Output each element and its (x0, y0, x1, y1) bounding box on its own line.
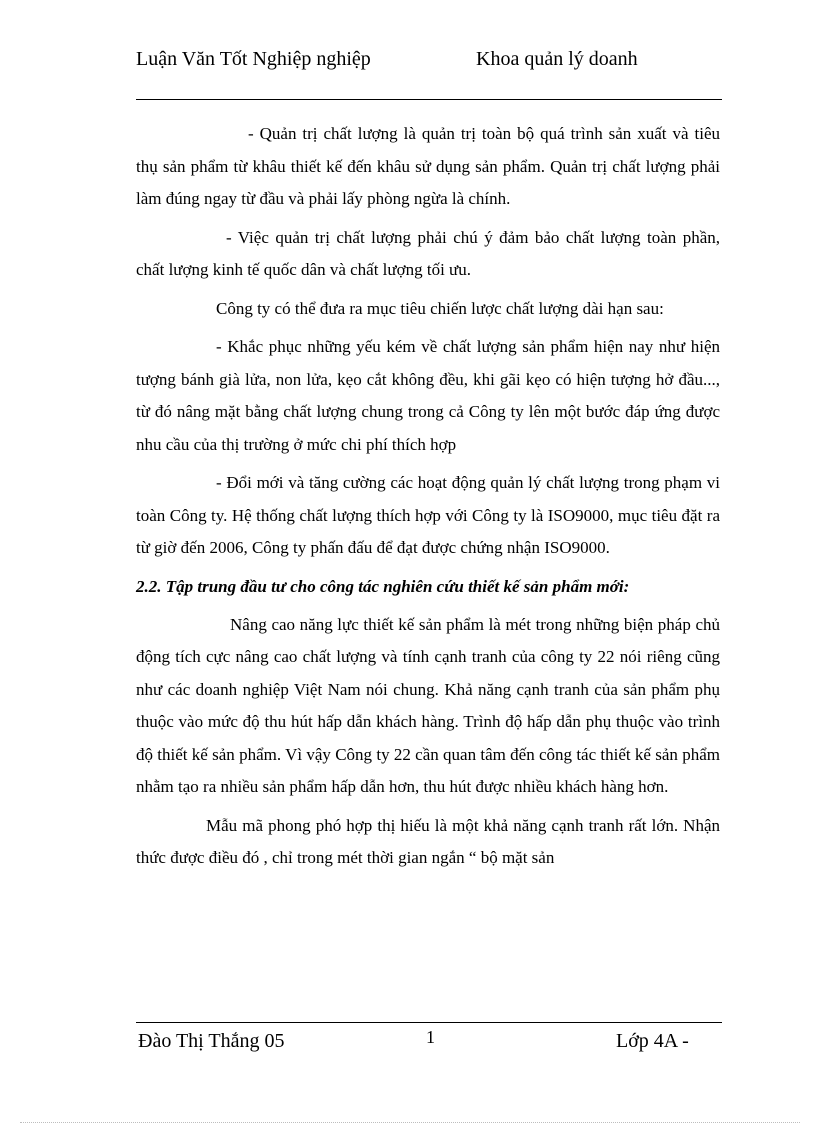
section-heading: 2.2. Tập trung đầu tư cho công tác nghiên cứu thiết kế sản phẩm mới: (136, 576, 630, 596)
page-footer (136, 1022, 722, 1083)
footer-author: Đào Thị Thắng 05 (138, 1030, 285, 1052)
paragraph-design-capacity: Nâng cao năng lực thiết kế sản phẩm là mét trong những biện pháp chủ động tích cực nâng cao chất lượng và tính cạnh tranh của công ty 22 nói riêng cũng như các doanh nghiệp Việt Nam nói chung. Khả năng cạnh tranh của sản phẩm phụ thuộc vào mức độ thu hút hấp dẫn khách hàng. Trình độ hấp dẫn phụ thuộc vào trình độ thiết kế sản phẩm. Vì vậy Công ty 22 cần quan tâm đến công tác thiết kế sản phẩm nhằm tạo ra nhiều sản phẩm hấp dẫn hơn, thu hút được nhiều khách hàng hơn. (136, 614, 720, 796)
paragraph-quality-management: - Quản trị chất lượng là quản trị toàn bộ quá trình sản xuất và tiêu thụ sản phẩm từ khâu thiết kế đến khâu sử dụng sản phẩm. Quản trị chất lượng phải làm đúng ngay từ đầu và phải lấy phòng ngừa là chính. (136, 124, 720, 208)
footer-page-number: 1 (426, 1027, 435, 1047)
header-left-title: Luận Văn Tốt Nghiệp nghiệp (136, 48, 371, 70)
footer-class: Lớp 4A - (616, 1030, 689, 1052)
document-body (136, 118, 720, 881)
paragraph-long-term-goal: Công ty có thể đưa ra mục tiêu chiến lược chất lượng dài hạn sau: (216, 298, 664, 318)
paragraph-quality-assurance: - Việc quản trị chất lượng phải chú ý đảm bảo chất lượng toàn phần, chất lượng kinh tế quốc dân và chất lượng tối ưu. (136, 227, 720, 279)
paragraph-iso9000: - Đổi mới và tăng cường các hoạt động quản lý chất lượng trong phạm vi toàn Công ty. Hệ thống chất lượng thích hợp với Công ty là ISO9000, mục tiêu đặt ra từ giờ đến 2006, Công ty phấn đấu để đạt được chứng nhận ISO9000. (136, 473, 720, 557)
header-right-title: Khoa quản lý doanh (476, 48, 638, 70)
page-header (136, 47, 722, 100)
paragraph-product-variety: Mẫu mã phong phó hợp thị hiếu là một khả năng cạnh tranh rất lớn. Nhận thức được điều đó , chỉ trong mét thời gian ngắn “ bộ mặt sản (136, 815, 720, 867)
paragraph-overcome-weakness: - Khắc phục những yếu kém về chất lượng sản phẩm hiện nay như hiện tượng bánh già lửa, non lửa, kẹo cắt không đều, khi gãi kẹo có hiện tượng hở đầu..., từ đó nâng mặt bằng chất lượng chung trong cả Công ty lên một bước đáp ứng được nhu cầu của thị trường ở mức chi phí thích hợp (136, 337, 720, 454)
